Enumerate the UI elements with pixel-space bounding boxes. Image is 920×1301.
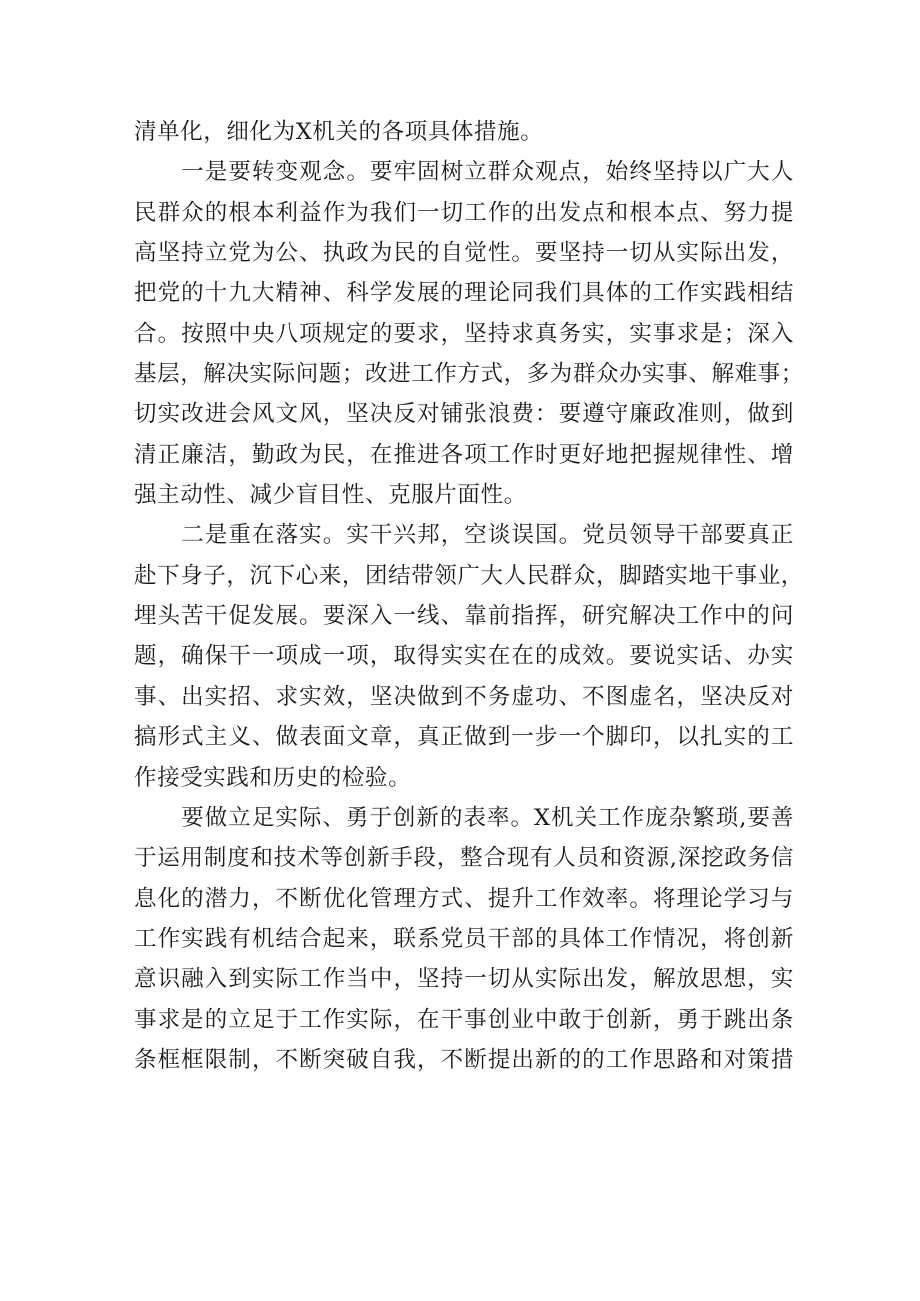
text-line: 把党的十九大精神、科学发展的理论同我们具体的工作实践相结 [134,280,794,307]
text-line: 于运用制度和技术等创新手段，整合现有人员和资源,深挖政务信 [134,845,794,872]
text-line: 赴下身子，沉下心来，团结带领广大人民群众，脚踏实地干事业， [134,562,804,589]
text-line: 强主动性、减少盲目性、克服片面性。 [134,482,527,509]
paragraph-continuation [134,112,794,152]
text-line: 搞形式主义、做表面文章，真正做到一步一个脚印，以扎实的工 [134,724,794,751]
text-line: 埋头苦干促发展。要深入一线、靠前指挥，研究解决工作中的问 [134,603,794,630]
text-line: 民群众的根本利益作为我们一切工作的出发点和根本点、努力提 [134,199,794,226]
text-line: 条框框限制，不断突破自我，不断提出新的的工作思路和对策措 [134,1046,794,1073]
paragraph-focus-implementation [134,515,804,797]
text-line: 合。按照中央八项规定的要求，坚持求真务实，实事求是；深入 [134,320,794,347]
text-line: 二是重在落实。实干兴邦，空谈误国。党员领导干部要真正 [181,522,794,549]
text-line: 息化的潜力，不断优化管理方式、提升工作效率。将理论学习与 [134,885,794,912]
text-line: 清正廉洁，勤政为民，在推进各项工作时更好地把握规律性、增 [134,441,794,468]
text-line: 事、出实招、求实效，坚决做到不务虚功、不图虚名，坚决反对 [134,683,794,710]
text-line: 高坚持立党为公、执政为民的自觉性。要坚持一切从实际出发， [134,240,794,267]
paragraph-change-concept [134,152,804,515]
text-line: 清单化，细化为X机关的各项具体措施。 [134,119,544,145]
document-body [134,112,804,1080]
text-line: 基层，解决实际问题；改进工作方式，多为群众办实事、解难事； [134,361,804,388]
text-line: 题，确保干一项成一项，取得实实在在的成效。要说实话、办实 [134,643,794,670]
paragraph-innovation-model [134,798,794,1080]
text-line: 意识融入到实际工作当中，坚持一切从实际出发，解放思想，实 [134,966,794,993]
text-line: 要做立足实际、勇于创新的表率。X机关工作庞杂繁琐,要善 [181,804,794,831]
text-line: 切实改进会风文风，坚决反对铺张浪费：要遵守廉政准则，做到 [134,401,794,428]
text-line: 作接受实践和历史的检验。 [134,764,412,791]
text-line: 一是要转变观念。要牢固树立群众观点，始终坚持以广大人 [181,159,794,186]
text-line: 工作实践有机结合起来，联系党员干部的具体工作情况，将创新 [134,925,794,952]
text-line: 事求是的立足于工作实际，在干事创业中敢于创新，勇于跳出条 [134,1006,794,1033]
